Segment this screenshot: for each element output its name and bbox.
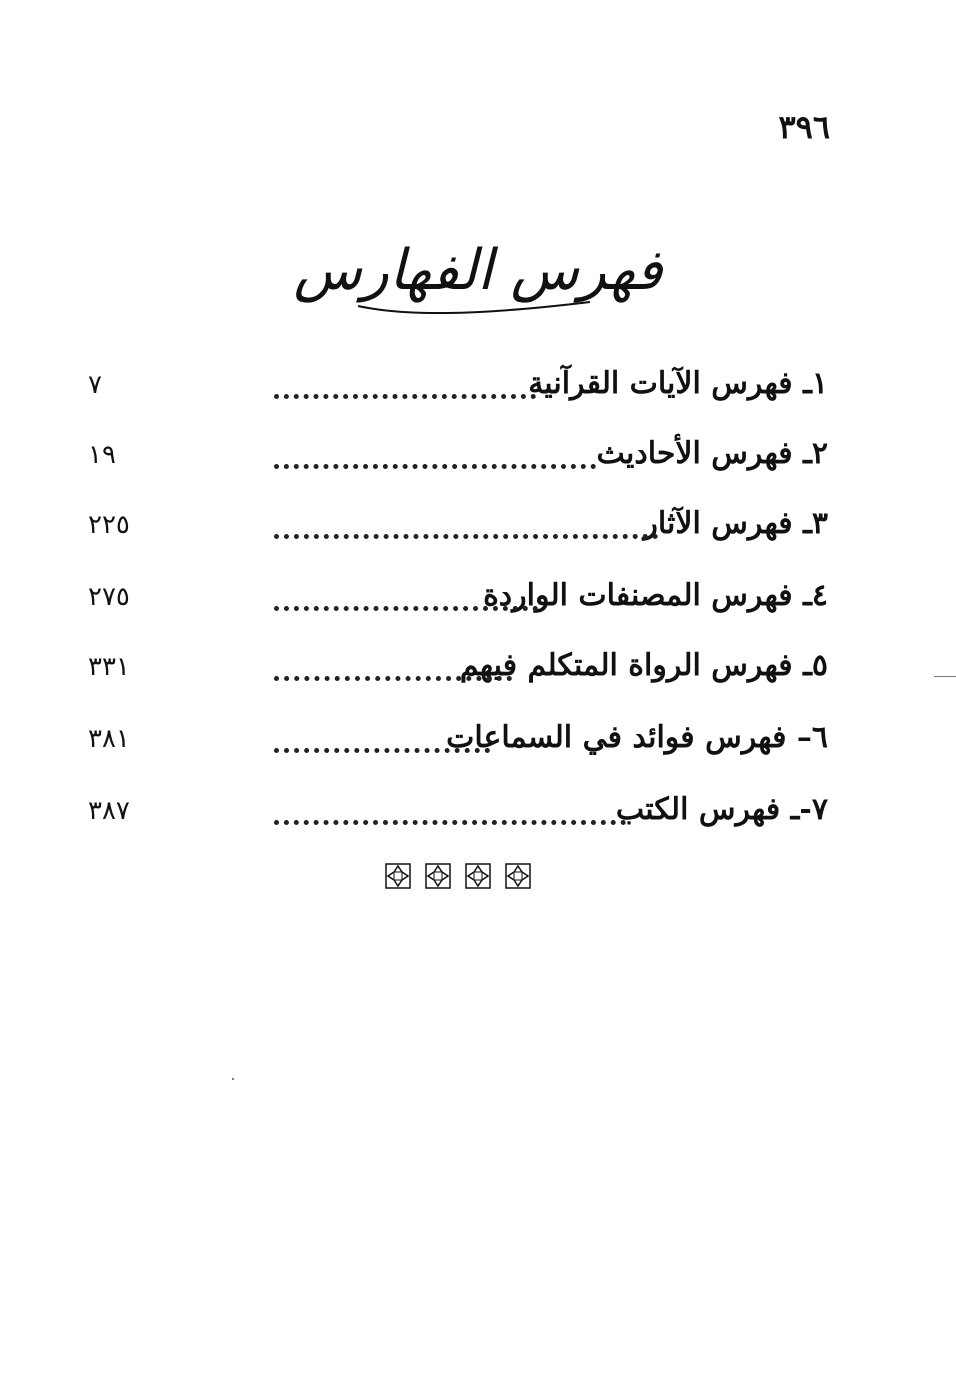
index-entry <box>0 572 956 628</box>
geometric-star-ornament-icon <box>384 862 412 890</box>
dot-leader <box>274 390 536 399</box>
index-entry <box>0 430 956 486</box>
page-heading: فهرس الفهارس <box>293 238 663 303</box>
page-number: ٣٩٦ <box>778 108 830 146</box>
index-entry-page: ٣٨٧ <box>88 796 130 826</box>
margin-mark <box>934 676 956 677</box>
index-entry-title: ٣ـ فهرس الآثار <box>643 506 828 541</box>
dot-leader <box>274 602 538 611</box>
index-entry-page: ٧ <box>88 370 102 400</box>
index-entry <box>0 500 956 556</box>
index-entry-page: ٣٨١ <box>88 724 130 754</box>
index-entry <box>0 360 956 416</box>
index-entry <box>0 714 956 770</box>
scan-speck <box>232 1078 234 1080</box>
dot-leader <box>274 744 490 753</box>
dot-leader <box>274 672 512 681</box>
index-entry <box>0 786 956 842</box>
index-entry-title: ٤ـ فهرس المصنفات الواردة <box>483 578 828 613</box>
index-entry-page: ٢٧٥ <box>88 582 130 612</box>
index-entry <box>0 642 956 698</box>
index-list <box>0 360 956 840</box>
geometric-star-ornament-icon <box>504 862 532 890</box>
index-entry-title: ٥ـ فهرس الرواة المتكلم فيهم <box>459 648 828 683</box>
index-entry-title: ٧-ـ فهرس الكتب <box>615 792 828 827</box>
index-entry-title: ٦– فهرس فوائد في السماعات <box>446 720 828 755</box>
index-entry-page: ٢٢٥ <box>88 510 130 540</box>
geometric-star-ornament-icon <box>464 862 492 890</box>
dot-leader <box>274 460 596 469</box>
heading-flourish-icon <box>354 292 594 316</box>
dot-leader <box>274 530 658 539</box>
index-entry-page: ١٩ <box>88 440 116 470</box>
closing-ornaments <box>384 862 540 890</box>
index-entry-page: ٣٣١ <box>88 652 130 682</box>
index-entry-title: ١ـ فهرس الآيات القرآنية <box>528 366 828 401</box>
index-entry-title: ٢ـ فهرس الأحاديث <box>596 436 828 471</box>
dot-leader <box>274 816 626 825</box>
geometric-star-ornament-icon <box>424 862 452 890</box>
